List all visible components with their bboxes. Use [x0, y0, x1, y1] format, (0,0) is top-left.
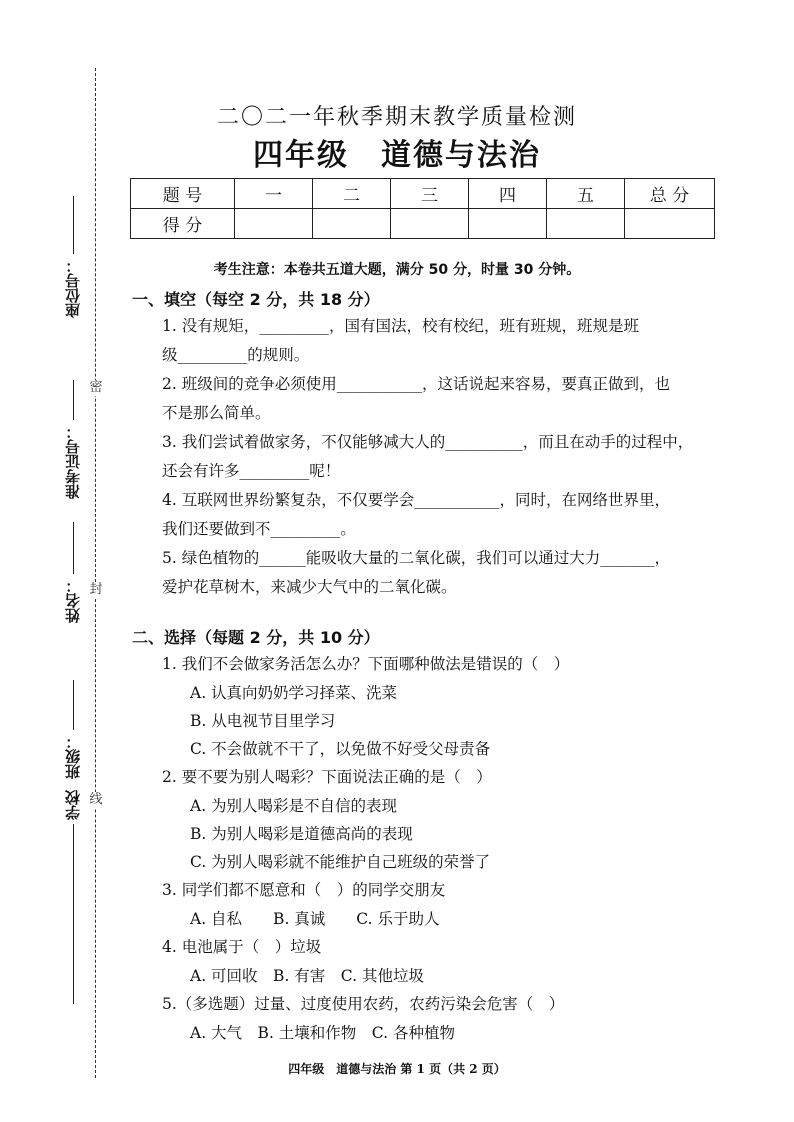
choice-options-line: A. 大气 B. 土壤和作物 C. 各种植物: [190, 1024, 455, 1042]
fill-question-line: 级_________的规则。: [162, 346, 310, 364]
score-cell-2[interactable]: [313, 209, 391, 239]
exam-notice: 考生注意：本卷共五道大题，满分 50 分，时量 30 分钟。: [213, 262, 581, 278]
seat-number-line: [73, 196, 74, 254]
exam-title: 四年级 道德与法治: [253, 138, 541, 173]
fill-question-line: 我们还要做到不_________。: [162, 520, 356, 538]
choice-options-line: A. 可回收 B. 有害 C. 其他垃圾: [190, 967, 424, 985]
choice-option: C. 不会做就不干了，以免做不好受父母责备: [190, 740, 491, 758]
name-field[interactable]: [60, 522, 86, 627]
fill-question-line: 4. 互联网世界纷繁复杂，不仅要学会___________，同时，在网络世界里，: [162, 491, 670, 509]
name-line: [73, 522, 74, 574]
score-row-label: 得 分: [131, 209, 235, 239]
class-field[interactable]: [60, 680, 86, 783]
choice-question-2: 2. 要不要为别人喝彩？下面说法正确的是（ ）: [162, 768, 492, 786]
fill-question-line: 爱护花草树木，来减少大气中的二氧化碳。: [162, 578, 457, 596]
score-cell-3[interactable]: [391, 209, 469, 239]
fill-question-line: 1. 没有规矩，_________，国有国法，校有校纪，班有班规，班规是班: [162, 317, 639, 335]
score-table: [130, 178, 715, 239]
seal-char-feng: 封: [89, 582, 103, 597]
score-header-5: 五: [547, 179, 625, 209]
fill-question-line: 不是那么简单。: [162, 404, 271, 422]
score-cell-4[interactable]: [469, 209, 547, 239]
choice-option: A. 为别人喝彩是不自信的表现: [190, 797, 398, 815]
score-cell-total[interactable]: [625, 209, 715, 239]
exam-content: [132, 288, 722, 1047]
score-table-header-row: [131, 179, 715, 209]
fill-question-line: 还会有许多_________呢！: [162, 462, 341, 480]
score-header-2: 二: [313, 179, 391, 209]
score-header-total: 总 分: [625, 179, 715, 209]
exam-id-line: [73, 380, 74, 420]
seal-char-mi: 密: [89, 380, 103, 395]
choice-question-1: 1. 我们不会做家务活怎么办？下面哪种做法是错误的（ ）: [162, 655, 570, 673]
choice-options-line: A. 自私 B. 真诚 C. 乐于助人: [190, 910, 440, 928]
choice-option: B. 为别人喝彩是道德高尚的表现: [190, 825, 413, 843]
score-header-1: 一: [235, 179, 313, 209]
exam-id-field[interactable]: [60, 380, 86, 503]
section2-title: 二、选择（每题 2 分，共 10 分）: [132, 628, 380, 647]
name-label: 姓名：: [64, 578, 82, 623]
choice-option: A. 认真向奶奶学习择菜、洗菜: [190, 684, 398, 702]
seat-number-label: 座位号：: [64, 258, 82, 318]
class-line: [73, 680, 74, 730]
exam-id-label: 准考证号：: [64, 424, 82, 499]
score-table-score-row: [131, 209, 715, 239]
fill-question-line: 3. 我们尝试着做家务，不仅能够减大人的__________，而且在动手的过程中，: [162, 433, 694, 451]
score-header-4: 四: [469, 179, 547, 209]
exam-subtitle: 二〇二一年秋季期末教学质量检测: [216, 105, 577, 130]
school-label: 学校: [64, 790, 82, 820]
score-cell-5[interactable]: [547, 209, 625, 239]
choice-option: B. 从电视节目里学习: [190, 712, 336, 730]
score-header-3: 三: [391, 179, 469, 209]
seal-char-xian: 线: [89, 792, 103, 807]
class-label: 班级：: [64, 734, 82, 779]
fill-question-line: 5. 绿色植物的______能吸收大量的二氧化碳，我们可以通过大力_______，: [162, 549, 670, 567]
school-line: [73, 824, 74, 1004]
score-header-label: 题 号: [131, 179, 235, 209]
section1-title: 一、填空（每空 2 分，共 18 分）: [132, 290, 380, 309]
seal-dashed-line: [95, 68, 96, 1078]
choice-question-3: 3. 同学们都不愿意和（ ）的同学交朋友: [162, 881, 446, 899]
score-cell-1[interactable]: [235, 209, 313, 239]
school-field[interactable]: [60, 786, 86, 1004]
fill-question-line: 2. 班级间的竞争必须使用___________，这话说起来容易，要真正做到，也: [162, 375, 670, 393]
choice-question-4: 4. 电池属于（ ）垃圾: [162, 938, 322, 956]
choice-question-5: 5.（多选题）过量、过度使用农药，农药污染会危害（ ）: [162, 995, 565, 1013]
choice-option: C. 为别人喝彩就不能维护自己班级的荣誉了: [190, 853, 491, 871]
page-footer: 四年级 道德与法治 第 1 页（共 2 页）: [288, 1062, 506, 1076]
